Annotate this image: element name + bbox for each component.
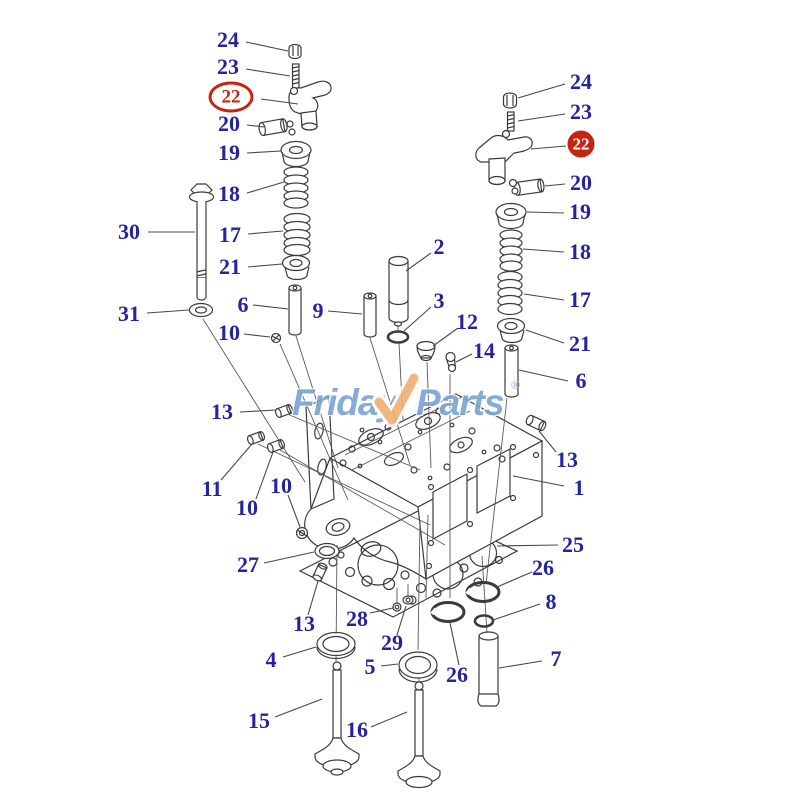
callout-label-13: 13 bbox=[211, 399, 233, 424]
part-fitting-28 bbox=[393, 603, 401, 611]
callout-label-24: 24 bbox=[217, 27, 239, 52]
callout-label-6: 6 bbox=[237, 292, 249, 317]
callout-label-14: 14 bbox=[473, 338, 495, 363]
callout-label-12: 12 bbox=[456, 309, 478, 334]
part-insert-14 bbox=[446, 353, 456, 372]
callout-label-27: 27 bbox=[237, 552, 259, 577]
watermark-word-friday: Friday bbox=[292, 382, 398, 423]
part-bolt-30 bbox=[190, 184, 214, 300]
part-retainer-21-left bbox=[283, 256, 310, 280]
part-plug-13-right bbox=[525, 414, 547, 432]
callout-label-9: 9 bbox=[312, 298, 324, 323]
part-valve-seat-5 bbox=[399, 652, 437, 682]
part-washer-31 bbox=[190, 304, 213, 317]
part-stud-23-left bbox=[293, 64, 300, 88]
callout-label-10: 10 bbox=[270, 473, 292, 498]
callout-label-28: 28 bbox=[346, 606, 368, 631]
watermark-word-parts: Parts bbox=[416, 382, 504, 423]
part-oring-8 bbox=[475, 616, 493, 627]
callout-label-17: 17 bbox=[219, 222, 241, 247]
part-plug-10-mid bbox=[266, 439, 285, 453]
callout-label-15: 15 bbox=[248, 708, 270, 733]
part-tappet-2 bbox=[389, 257, 408, 327]
callout-label-20: 20 bbox=[218, 111, 240, 136]
part-valve-16 bbox=[398, 682, 440, 788]
callout-label-22: 22 bbox=[568, 131, 595, 158]
part-nut-10-lower bbox=[297, 528, 308, 539]
part-bushing-20-right bbox=[510, 179, 545, 196]
callout-label-10: 10 bbox=[218, 320, 240, 345]
callout-label-26: 26 bbox=[532, 555, 554, 580]
part-retainer-19-left bbox=[281, 142, 311, 167]
part-tube-7 bbox=[478, 632, 499, 706]
callout-label-17: 17 bbox=[569, 287, 591, 312]
part-valve-guide-9 bbox=[364, 293, 376, 337]
callout-label-3: 3 bbox=[433, 288, 445, 313]
callout-label-26: 26 bbox=[446, 662, 468, 687]
check-swoosh-icon bbox=[370, 372, 422, 428]
part-ring-26-lower bbox=[432, 603, 464, 622]
part-rocker-arm-22-right bbox=[476, 131, 532, 185]
part-spring-18-right bbox=[500, 230, 522, 271]
callout-label-18: 18 bbox=[218, 181, 240, 206]
part-rocker-arm-22-left bbox=[289, 81, 331, 130]
watermark bbox=[292, 378, 522, 428]
callout-label-16: 16 bbox=[346, 717, 368, 742]
callout-label-5: 5 bbox=[364, 654, 376, 679]
part-ring-26-upper bbox=[467, 583, 499, 602]
part-valve-guide-6-left bbox=[289, 285, 301, 335]
registered-trademark-symbol: ® bbox=[511, 378, 520, 392]
callout-label-6: 6 bbox=[575, 368, 587, 393]
callout-label-31: 31 bbox=[118, 301, 140, 326]
callout-label-20: 20 bbox=[570, 170, 592, 195]
callout-label-29: 29 bbox=[381, 630, 403, 655]
part-cap-12 bbox=[417, 342, 435, 361]
part-nut-10-upper bbox=[272, 334, 281, 343]
callout-label-13: 13 bbox=[556, 447, 578, 472]
callout-label-21: 21 bbox=[219, 254, 241, 279]
callout-label-23: 23 bbox=[217, 54, 239, 79]
callout-label-19: 19 bbox=[218, 140, 240, 165]
part-valve-15 bbox=[315, 662, 359, 775]
callout-label-22: 22 bbox=[209, 82, 254, 113]
part-nut-24-right bbox=[504, 93, 517, 108]
part-retainer-21-right bbox=[498, 319, 525, 343]
part-valve-seat-4 bbox=[317, 633, 355, 659]
callout-label-10: 10 bbox=[236, 495, 258, 520]
part-plug-13-top-left bbox=[274, 404, 293, 418]
part-oring-3 bbox=[388, 332, 408, 343]
callout-label-25: 25 bbox=[562, 532, 584, 557]
callout-label-1: 1 bbox=[573, 475, 585, 500]
part-seal-27 bbox=[315, 544, 339, 559]
callout-label-7: 7 bbox=[550, 646, 562, 671]
callout-label-19: 19 bbox=[569, 199, 591, 224]
part-spring-17-left bbox=[284, 214, 310, 256]
callout-label-18: 18 bbox=[569, 239, 591, 264]
callout-label-4: 4 bbox=[265, 647, 277, 672]
callout-label-2: 2 bbox=[433, 234, 445, 259]
part-nut-24-left bbox=[289, 45, 301, 59]
part-ring-29 bbox=[403, 596, 413, 604]
part-plug-11 bbox=[246, 431, 265, 445]
part-spring-18-left bbox=[284, 167, 308, 208]
callout-label-13: 13 bbox=[293, 611, 315, 636]
callout-label-24: 24 bbox=[570, 69, 592, 94]
callout-label-23: 23 bbox=[570, 99, 592, 124]
callout-label-30: 30 bbox=[118, 219, 140, 244]
part-spring-17-right bbox=[498, 272, 522, 315]
callout-label-8: 8 bbox=[545, 589, 557, 614]
part-retainer-19-right bbox=[496, 204, 526, 229]
callout-label-21: 21 bbox=[569, 331, 591, 356]
part-stud-23-right bbox=[508, 112, 515, 131]
callout-label-11: 11 bbox=[201, 476, 223, 501]
